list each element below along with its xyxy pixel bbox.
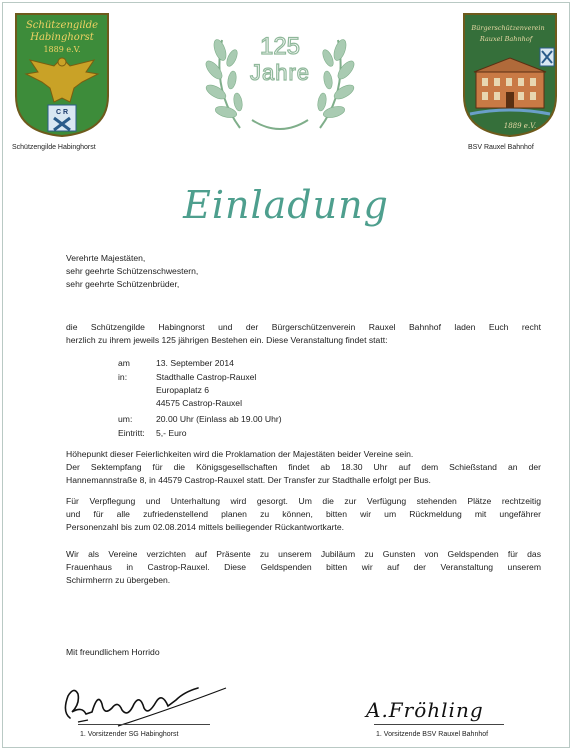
intro-line: herzlich zu ihrem jeweils 125 jährigen Bestehen ein. Diese Veranstaltung findet statt: [66, 335, 388, 345]
paragraph-catering [66, 495, 541, 534]
svg-text:1889 e.V.: 1889 e.V. [43, 45, 81, 54]
paragraph-line: Wir als Vereine verzichten auf Präsente zu unserem Jubiläum zu Gunsten von Geldspenden für das [66, 549, 541, 559]
time-label: um: [118, 414, 133, 424]
paragraph-donations [66, 548, 541, 587]
venue-address [156, 371, 256, 410]
right-club-caption: BSV Rauxel Bahnhof [468, 144, 534, 151]
greeting-line: sehr geehrte Schützenschwestern, [66, 266, 199, 276]
paragraph-line: Schirmherrn zu übergeben. [66, 575, 171, 585]
entry-fee: 5,- Euro [156, 428, 187, 438]
venue-line: 44575 Castrop-Rauxel [156, 398, 242, 408]
svg-text:Habinghorst: Habinghorst [30, 32, 94, 43]
left-signature-line [78, 724, 210, 725]
date-label: am [118, 358, 130, 368]
left-signature-caption: 1. Vorsitzender SG Habinghorst [80, 731, 179, 738]
svg-text:Bürgerschützenverein: Bürgerschützenverein [471, 24, 545, 32]
paragraph-line: Der Sektempfang für die Königsgesellschaften findet ab 18.30 Uhr auf dem Schießstand an der [66, 462, 541, 472]
paragraph-line: Personenzahl bis zum 02.08.2014 mittels beiliegender Rückantwortkarte. [66, 522, 345, 532]
schuetzengilde-logo [12, 10, 112, 138]
left-club-caption: Schützengilde Habinghorst [12, 144, 96, 151]
venue-label: in: [118, 372, 128, 382]
paragraph-line: Frauenhaus in Castrop-Rauxel. Diese Geldspenden bitten wir auf der Veranstaltung unserem [66, 562, 541, 572]
right-signature: A.Fröhling [366, 698, 484, 722]
greeting-line: sehr geehrte Schützenbrüder, [66, 279, 180, 289]
svg-text:Schützengilde: Schützengilde [25, 20, 99, 31]
entry-fee-label: Eintritt: [118, 428, 145, 438]
letter-title: Einladung [183, 183, 389, 227]
bsv-rauxel-logo [460, 10, 560, 138]
intro-paragraph [66, 321, 541, 347]
venue-line: Stadthalle Castrop-Rauxel [156, 372, 257, 382]
svg-text:C R: C R [55, 109, 69, 116]
event-time: 20.00 Uhr (Einlass ab 19.00 Uhr) [156, 414, 282, 424]
venue-line: Europaplatz 6 [156, 385, 210, 395]
closing: Mit freundlichem Horrido [66, 647, 160, 657]
right-signature-line [374, 724, 504, 725]
event-date: 13. September 2014 [156, 358, 234, 368]
svg-text:Rauxel Bahnhof: Rauxel Bahnhof [479, 35, 533, 43]
paragraph-line: und für alle zufriedenstellend planen zu können, bitten wir um Rückmeldung mit ungefährer [66, 509, 541, 519]
paragraph-line: Hannemannstraße 8, in 44579 Castrop-Rauxel statt. Der Transfer zur Stadthalle erfolgt per Bus. [66, 475, 431, 485]
greeting-line: Verehrte Majestäten, [66, 253, 146, 263]
greeting [66, 252, 541, 291]
svg-text:Jahre: Jahre [249, 60, 311, 85]
paragraph-line: Für Verpflegung und Unterhaltung wird gesorgt. Um die zur Verfügung stehenden Plätze rechtzeitig [66, 496, 541, 506]
paragraph-line: Höhepunkt dieser Feierlichkeiten wird die Proklamation der Majestäten beider Vereine sein. [66, 449, 414, 459]
paragraph-highlight [66, 448, 541, 487]
svg-text:1889 e.V.: 1889 e.V. [503, 122, 537, 130]
svg-text:125: 125 [259, 33, 301, 60]
intro-line: die Schützengilde Habingnorst und der Bürgerschützenverein Rauxel Bahnhof laden Euch recht [66, 322, 541, 332]
anniversary-wreath-emblem [200, 10, 360, 140]
right-signature-caption: 1. Vorsitzende BSV Rauxel Bahnhof [376, 731, 489, 738]
